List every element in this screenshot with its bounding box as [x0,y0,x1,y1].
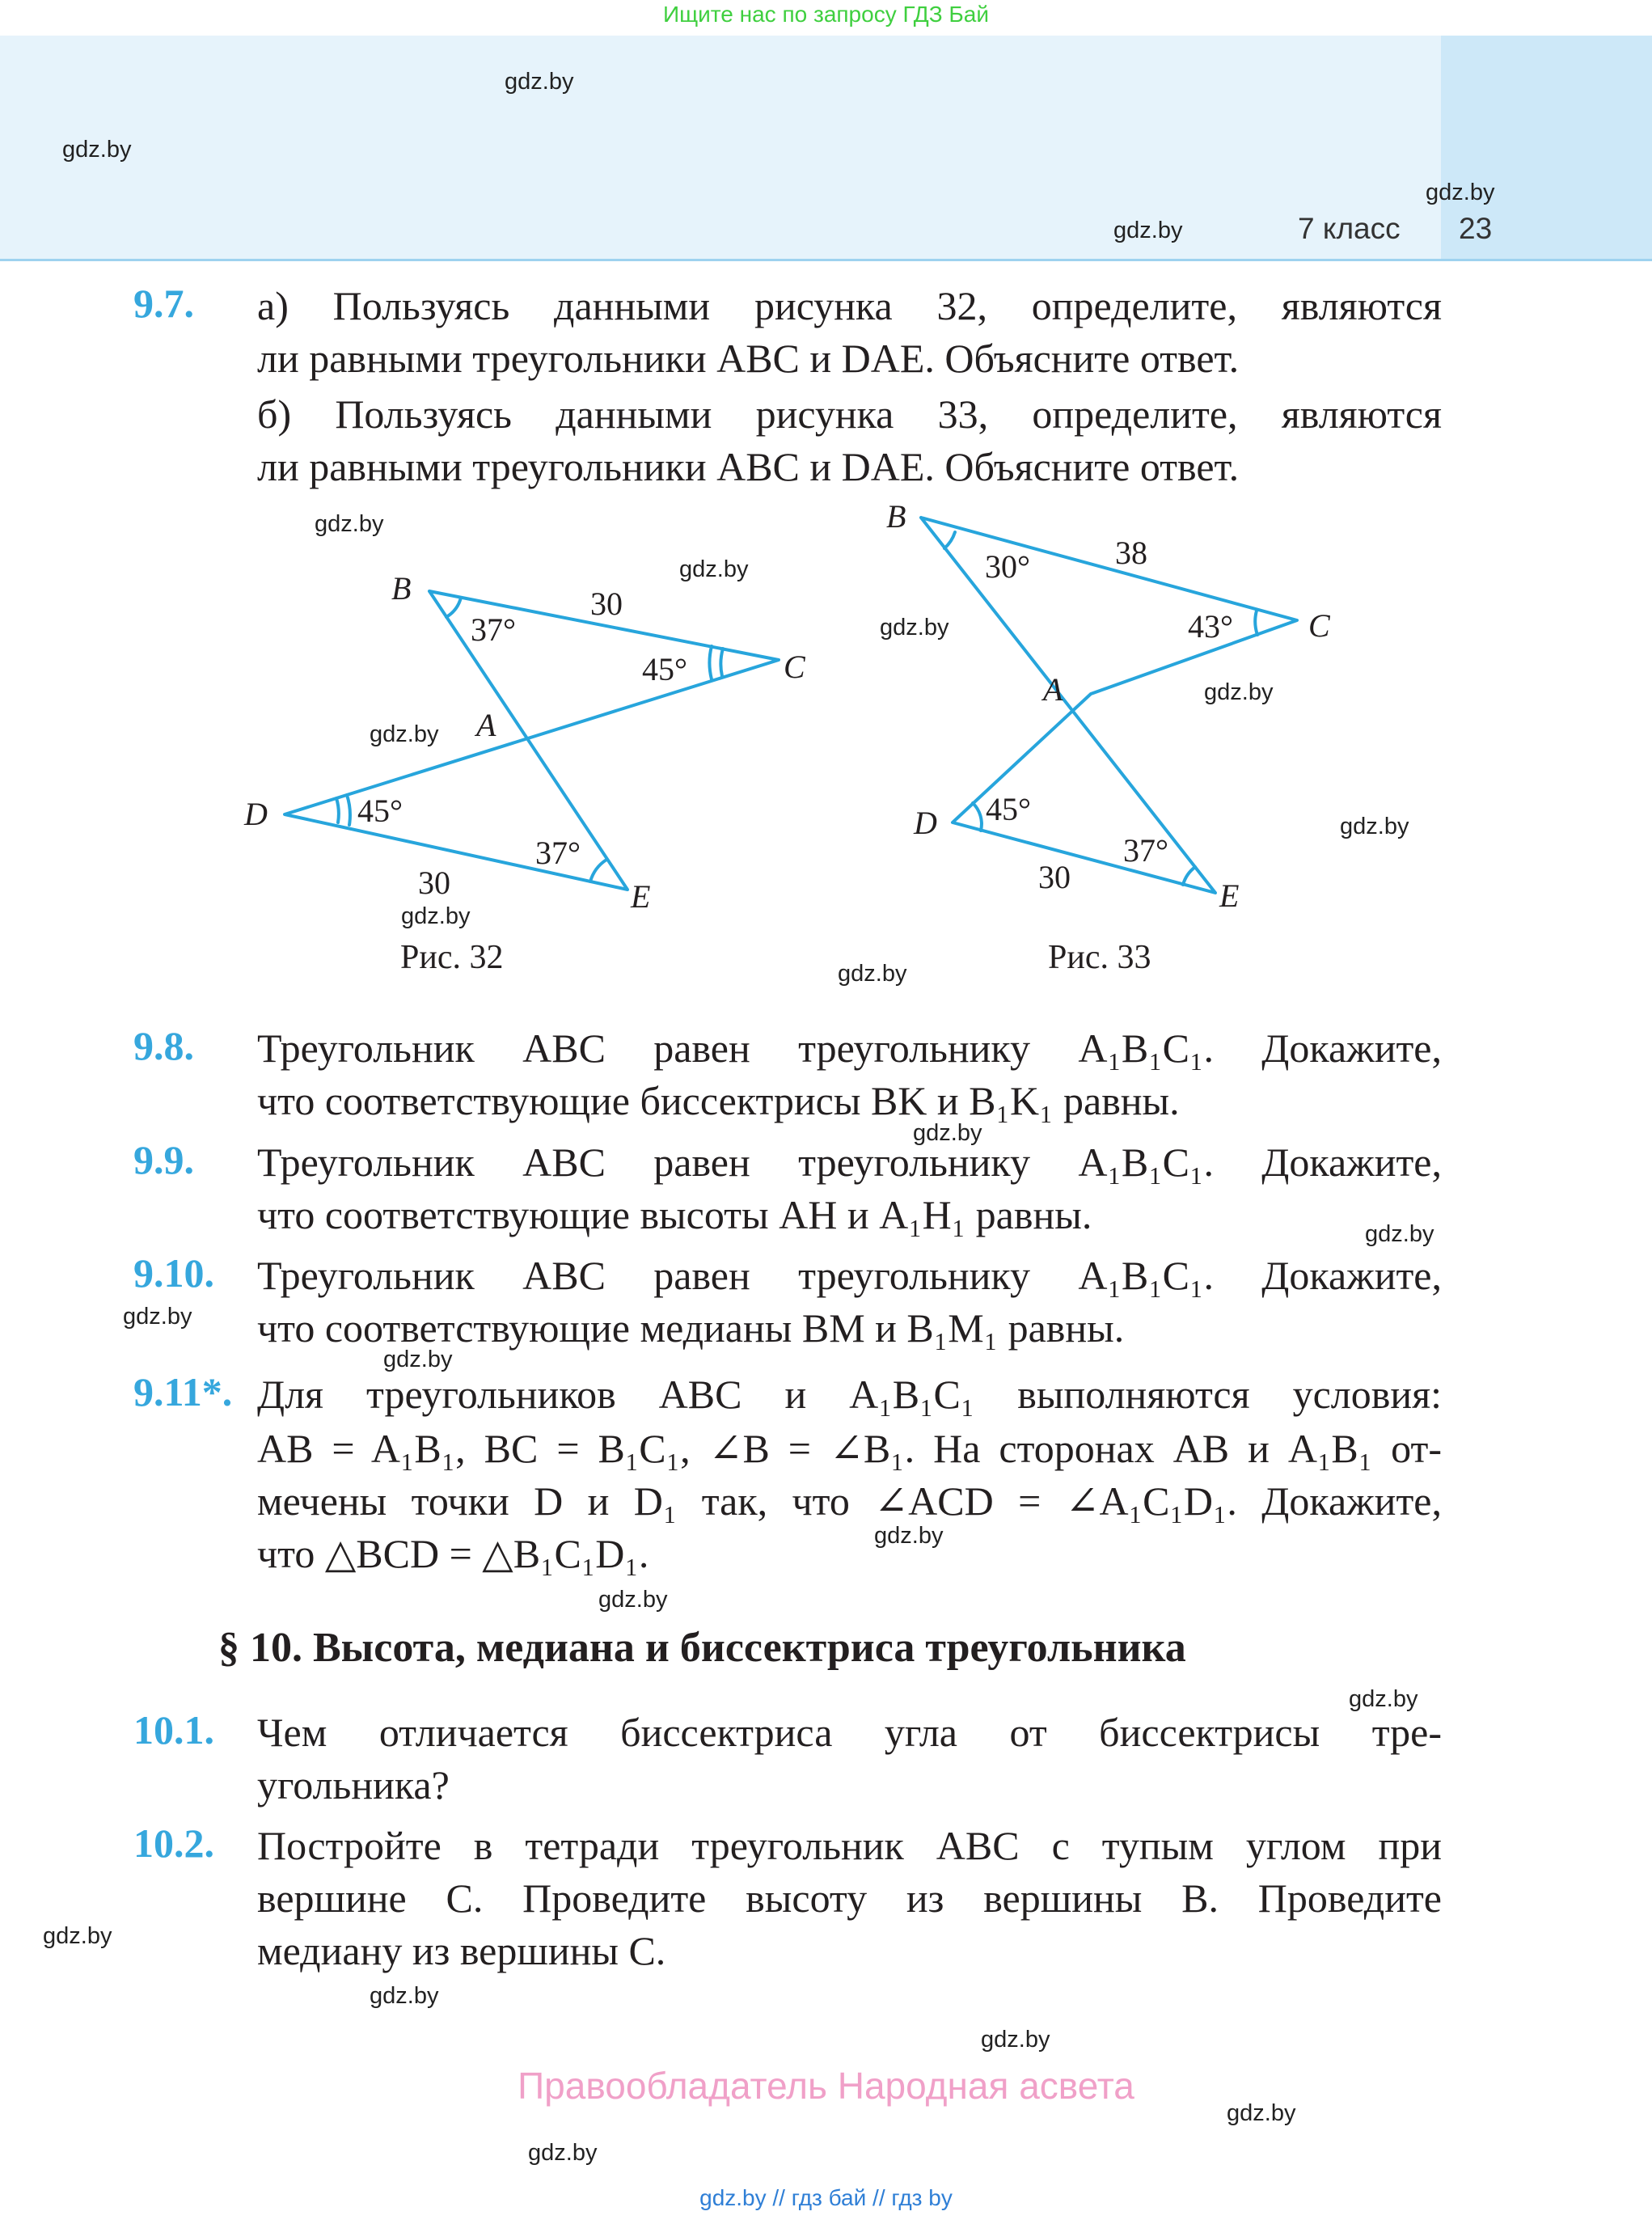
problem-line: а) Пользуясь данными рисунка 32, определите, являются [257,283,1442,328]
watermark: gdz.by [598,1587,668,1613]
fig33-arc-b [944,532,955,548]
fig33-point-d: D [914,805,937,841]
problem-line: угольника? [257,1762,450,1808]
watermark: gdz.by [981,2027,1050,2053]
watermark: gdz.by [370,721,439,747]
figure-32-caption: Рис. 32 [400,939,504,976]
fig32-arc-c2 [709,646,712,679]
watermark: gdz.by [880,615,949,641]
problem-line: Для треугольников ABC и A₁B₁C₁ выполняются условия: [257,1372,1442,1417]
problem-line: Чем отличается биссектриса угла от биссектрисы тре- [257,1710,1442,1755]
watermark: gdz.by [1204,679,1274,705]
watermark: gdz.by [43,1923,112,1949]
section-title: § 10. Высота, медиана и биссектриса треугольника [218,1625,1186,1671]
fig32-lines [285,591,779,890]
fig32-arc-c1 [720,649,723,676]
fig32-point-e: E [631,878,651,915]
watermark: gdz.by [1365,1221,1434,1247]
watermark: gdz.by [1349,1686,1418,1712]
fig32-arc-e [590,860,606,882]
problem-number: 9.11*. [133,1369,233,1414]
problem-line: Постройте в тетради треугольник ABC с тупым углом при [257,1823,1442,1868]
problem-line: вершине C. Проведите высоту из вершины B. Проведите [257,1875,1442,1921]
fig33-label-angle-d: 45° [986,791,1031,827]
fig33-point-a: A [1043,671,1063,708]
fig32-label-angle-b: 37° [471,611,516,648]
problem-number: 9.10. [133,1250,214,1296]
fig32-label-angle-c: 45° [642,651,687,687]
fig32-point-b: B [391,570,412,607]
problem-line: б) Пользуясь данными рисунка 33, определите, являются [257,391,1442,437]
watermark: gdz.by [874,1523,944,1549]
fig32-arc-b [446,598,461,617]
problem-line: медиану из вершины C. [257,1928,666,1973]
problem-number: 9.8. [133,1023,194,1068]
top-banner[interactable]: Ищите нас по запросу ГДЗ Бай [662,2,990,27]
figure-32 [285,591,779,890]
fig32-arc-d2 [347,795,350,825]
problem-line: что соответствующие высоты AH и A₁H₁ равны. [257,1192,1092,1237]
problem-line: ли равными треугольники ABC и DAE. Объясните ответ. [257,444,1240,489]
fig33-arc-c [1255,611,1257,635]
watermark: gdz.by [1227,2100,1296,2126]
watermark: gdz.by [401,903,471,929]
problem-line: что соответствующие медианы BM и B₁M₁ равны. [257,1305,1125,1351]
problem-number: 10.1. [133,1707,214,1753]
figures-svg [0,485,1652,1003]
watermark: gdz.by [913,1120,982,1146]
figure-33 [921,518,1297,893]
watermark: gdz.by [123,1304,192,1330]
problem-line: Треугольник ABC равен треугольнику A₁B₁C₁. Докажите, [257,1139,1442,1185]
watermark: gdz.by [62,137,132,163]
fig33-point-e: E [1219,877,1240,914]
fig33-label-bc: 38 [1115,535,1147,571]
problem-number: 10.2. [133,1820,214,1866]
problem-number: 9.9. [133,1137,194,1182]
watermark: gdz.by [383,1347,453,1372]
fig33-label-angle-b: 30° [985,548,1030,585]
problem-line: Треугольник ABC равен треугольнику A₁B₁C₁. Докажите, [257,1253,1442,1298]
problem-line: мечены точки D и D₁ так, что ∠ACD = ∠A₁C₁D₁. Докажите, [257,1478,1442,1524]
fig33-label-de: 30 [1038,859,1071,895]
problem-line: AB = A₁B₁, BC = B₁C₁, ∠B = ∠B₁. На сторонах AB и A₁B₁ от- [257,1426,1442,1471]
watermark: gdz.by [528,2140,598,2166]
fig32-point-d: D [244,796,268,832]
problem-number: 9.7. [133,281,194,326]
fig32-label-angle-d: 45° [357,793,403,829]
problem-line: что △BCD = △B₁C₁D₁. [257,1531,649,1576]
watermark: gdz.by [1426,180,1495,205]
fig32-label-angle-e: 37° [535,835,581,871]
watermark: gdz.by [679,556,749,582]
watermark: gdz.by [370,1983,439,2009]
watermark: gdz.by [315,511,384,537]
fig33-label-angle-e: 37° [1123,832,1168,869]
page-number: 23 [1459,212,1493,245]
fig33-label-angle-c: 43° [1188,608,1233,645]
footer-links[interactable]: gdz.by // гдз бай // гдз by [699,2185,953,2210]
fig32-arc-d1 [336,798,339,822]
fig32-label-de: 30 [418,865,450,901]
watermark: gdz.by [838,961,907,987]
problem-line: что соответствующие биссектрисы BK и B₁K₁ равны. [257,1078,1180,1123]
copyright-notice: Правообладатель Народная асвета [518,2065,1134,2107]
fig33-arc-d [973,803,982,831]
watermark: gdz.by [505,69,574,95]
problem-line: Треугольник ABC равен треугольнику A₁B₁C₁. Докажите, [257,1025,1442,1071]
fig33-point-b: B [886,498,906,535]
fig33-arc-e [1183,867,1195,885]
fig32-label-bc: 30 [590,586,623,622]
fig32-point-a: A [476,707,496,743]
figure-33-caption: Рис. 33 [1048,939,1151,976]
fig33-point-c: C [1308,607,1330,644]
grade-label: 7 класс [1298,212,1401,245]
watermark: gdz.by [1113,218,1183,243]
fig32-point-c: C [784,649,805,685]
watermark: gdz.by [1340,814,1409,839]
fig33-lines [921,518,1297,893]
problem-line: ли равными треугольники ABC и DAE. Объясните ответ. [257,336,1240,381]
page-header-band [0,36,1441,261]
